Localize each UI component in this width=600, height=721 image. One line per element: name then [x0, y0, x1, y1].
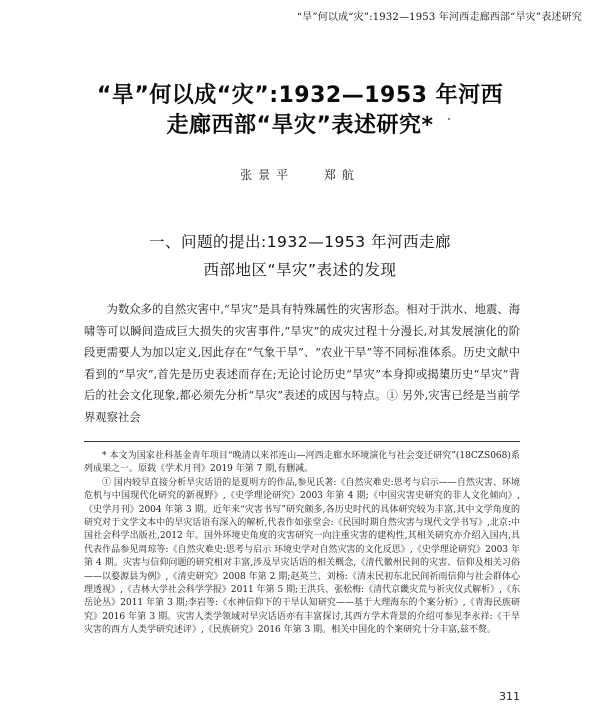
footnotes — [84, 450, 520, 638]
scan-speck — [448, 118, 450, 120]
footnote-funding: * 本文为国家社科基金青年项目“晚清以来祁连山—河西走廊水环境演化与社会变迁研究”(18CZS068)系列成果之一。原载《学术月刊》2019 年第 7 期,有删减。 — [84, 451, 520, 475]
body-paragraph: 为数众多的自然灾害中,“旱灾”是具有特殊属性的灾害形态。相对于洪水、地震、海啸等可以瞬间造成巨大损失的灾害事件,“旱灾”的成灾过程十分漫长,对其发展演化的阶段更需要人为加以定义,因此存在“气象干旱”、“农业干旱”等不同标准体系。历史文献中看到的“旱灾”,首先是历史表述而存在;无论讨论历史“旱灾”本身抑或揭橥历史“旱灾”背后的社会文化现象,都必须先分析“旱灾”表述的成因与特点。① 另外,灾害已经是当前学界观察社会 — [84, 303, 520, 424]
author-name: 郑航 — [323, 168, 360, 182]
section-heading-line-1: 一、问题的提出:1932—1953 年河西走廊 — [148, 233, 452, 251]
article-title-line-1: “旱”何以成“灾”:1932—1953 年河西 — [96, 83, 504, 108]
author-name: 张景平 — [240, 168, 295, 182]
section-heading-line-2: 西部地区“旱灾”表述的发现 — [203, 261, 397, 279]
footnote-1: ① 国内较早直接分析旱灾话语的是夏明方的作品,参见氏著:《自然灾难史:思考与启示——自然灾害、环境危机与中国现代化研究的新视野》,《史学理论研究》2003 年第 4 期;《中国灾害史研究的非人文化倾向》,《史学月刊》2004 年第 3 期。近年来“灾害书写”研究颇多,各历史时代的具体研究较为丰富,其中文学角度的研究对于文学文本中的旱灾话语有深入的解析,代表作如张堂会:《民国时期自然灾害与现代文学书写》,北京:中国社会科学出版社,2012 年。国外环境史角度的灾害研究一向注重灾害的建构性,其相关研究亦介绍入国内,具代表作品参见周琼等:《自然灾难史:思考与启示 环境史学对自然灾害的文化反思》,《史学理论研究》2003 年第 4 期。灾害与信仰问题的研究相对丰富,涉及旱灾话语的相关概念,《清代徽州民间的灾害、信仰及相关习俗——以婺源县为例》,《清史研究》2008 年第 2 期;赵英兰、刘杨:《清末民初东北民间祈雨信仰与社会群体心理透视》,《吉林大学社会科学学报》2011 年第 5 期;王洪兵、张松梅:《清代京畿灾荒与祈灾仪式解析》,《东岳论丛》2011 年第 3 期;李岩等:《水神信仰下的干旱认知研究——基于大理海东的个案分析》,《青海民族研究》2016 年第 3 期。灾害人类学领域对旱灾话语亦有丰富探讨,其西方学术背景的介绍可参见李永祥:《干旱灾害的西方人类学研究述评》,《民族研究》2016 年第 3 期。相关中国化的个案研究十分丰富,兹不赘。 — [84, 477, 521, 636]
author-line — [0, 166, 600, 183]
running-header: “旱”何以成“灾”:1932—1953 年河西走廊西部“旱灾”表述研究 — [296, 12, 582, 23]
article-title-line-2: 走廊西部“旱灾”表述研究* — [166, 113, 434, 138]
page-number: 311 — [499, 690, 520, 703]
footnote-divider — [84, 441, 520, 442]
